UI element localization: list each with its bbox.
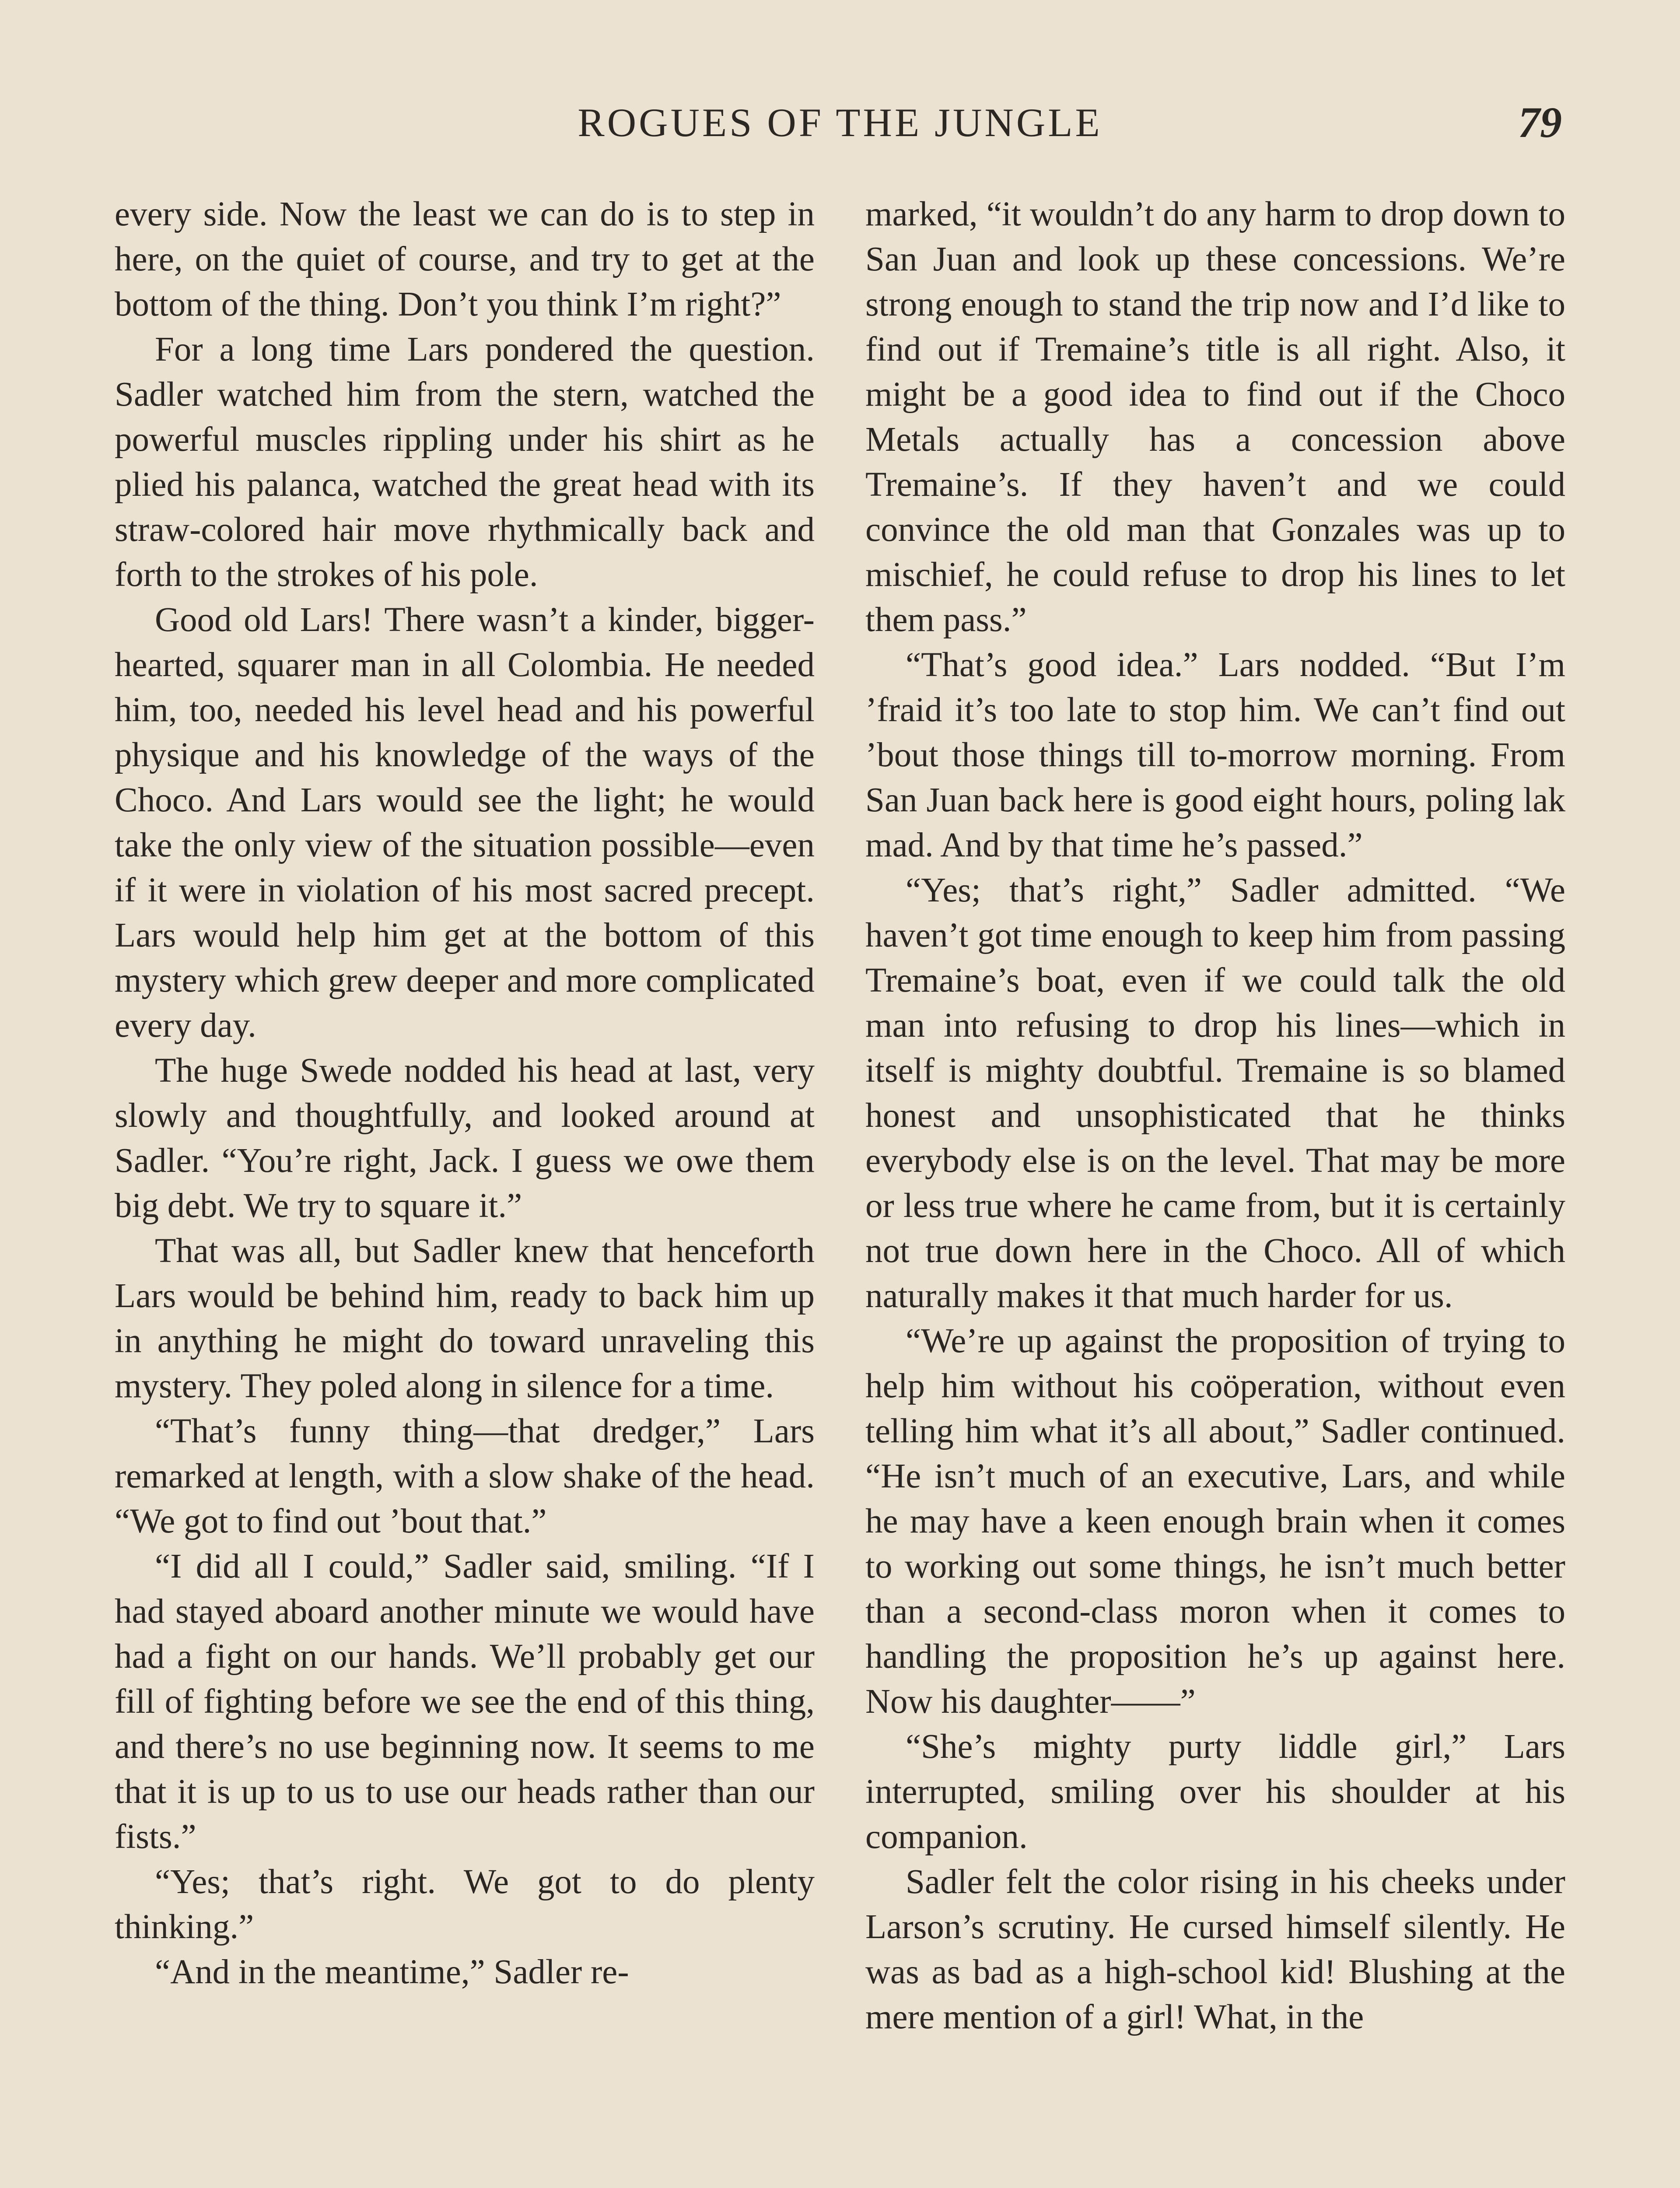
paragraph: “That’s good idea.” Lars nodded. “But I’m ’fraid it’s too late to stop him. We can’t find out ’bout those things till to-morrow morning. From San Juan back here is good eight hours, poling lak mad. And by that time he’s passed.” [865, 646, 1565, 864]
paragraph: “And in the meantime,” Sadler re- [155, 1953, 629, 1991]
running-head [0, 98, 1680, 147]
paragraph: “That’s funny thing—that dredger,” Lars remarked at length, with a slow shake of the head. “We got to find out ’bout that.” [115, 1412, 815, 1540]
paragraph: “Yes; that’s right. We got to do plenty thinking.” [115, 1863, 815, 1946]
paragraph: “We’re up against the proposition of trying to help him without his coöperation, without even telling him what it’s all about,” Sadler continued. “He isn’t much of an executive, Lars, and while he may have a keen enough brain when it comes to working out some things, he isn’t much better than a second-class moron when it comes to handling the proposition he’s up against here. Now his daughter——” [865, 1322, 1565, 1721]
paragraph: That was all, but Sadler knew that henceforth Lars would be behind him, ready to back him up in anything he might do toward unraveling this mystery. They poled along in silence for a time. [115, 1232, 815, 1405]
paragraph: “I did all I could,” Sadler said, smiling. “If I had stayed aboard another minute we would have had a fight on our hands. We’ll probably get our fill of fighting before we see the end of this thing, and there’s no use beginning now. It seems to me that it is up to us to use our heads rather than our fists.” [115, 1547, 815, 1856]
paragraph: “She’s mighty purty liddle girl,” Lars interrupted, smiling over his shoulder at his companion. [865, 1728, 1565, 1856]
paragraph: Good old Lars! There wasn’t a kinder, bigger-hearted, squarer man in all Colombia. He needed him, too, needed his level head and his powerful physique and his knowledge of the ways of the Choco. And Lars would see the light; he would take the only view of the situation possible—even if it were in violation of his most sacred precept. Lars would help him get at the bottom of this mystery which grew deeper and more complicated every day. [115, 601, 815, 1045]
paragraph: The huge Swede nodded his head at last, very slowly and thoughtfully, and looked around at Sadler. “You’re right, Jack. I guess we owe them big debt. We try to square it.” [115, 1052, 815, 1225]
right-column [865, 192, 1565, 2040]
paragraph: marked, “it wouldn’t do any harm to drop down to San Juan and look up these concessions. We’re strong enough to stand the trip now and I’d like to find out if Tremaine’s title is all right. Also, it might be a good idea to find out if the Choco Metals actually has a concession above Tremaine’s. If they haven’t and we could convince the old man that Gonzales was up to mischief, he could refuse to drop his lines to let them pass.” [865, 195, 1565, 639]
paragraph: For a long time Lars pondered the question. Sadler watched him from the stern, watched the powerful muscles rippling under his shirt as he plied his palanca, watched the great head with its straw-colored hair move rhythmically back and forth to the strokes of his pole. [115, 330, 815, 594]
paragraph: every side. Now the least we can do is to step in here, on the quiet of course, and try to get at the bottom of the thing. Don’t you think I’m right?” [115, 195, 815, 323]
running-title: ROGUES OF THE JUNGLE [578, 100, 1102, 145]
page-number: 79 [1518, 98, 1562, 147]
paragraph: “Yes; that’s right,” Sadler admitted. “We haven’t got time enough to keep him from passing Tremaine’s boat, even if we could talk the old man into refusing to drop his lines—which in itself is mighty doubtful. Tremaine is so blamed honest and unsophisticated that he thinks everybody else is on the level. That may be more or less true where he came from, but it is certainly not true down here in the Choco. All of which naturally makes it that much harder for us. [865, 871, 1565, 1315]
left-column [115, 192, 815, 1995]
paragraph: Sadler felt the color rising in his cheeks under Larson’s scrutiny. He cursed himself silently. He was as bad as a high-school kid! Blushing at the mere mention of a girl! What, in the [865, 1863, 1565, 2036]
